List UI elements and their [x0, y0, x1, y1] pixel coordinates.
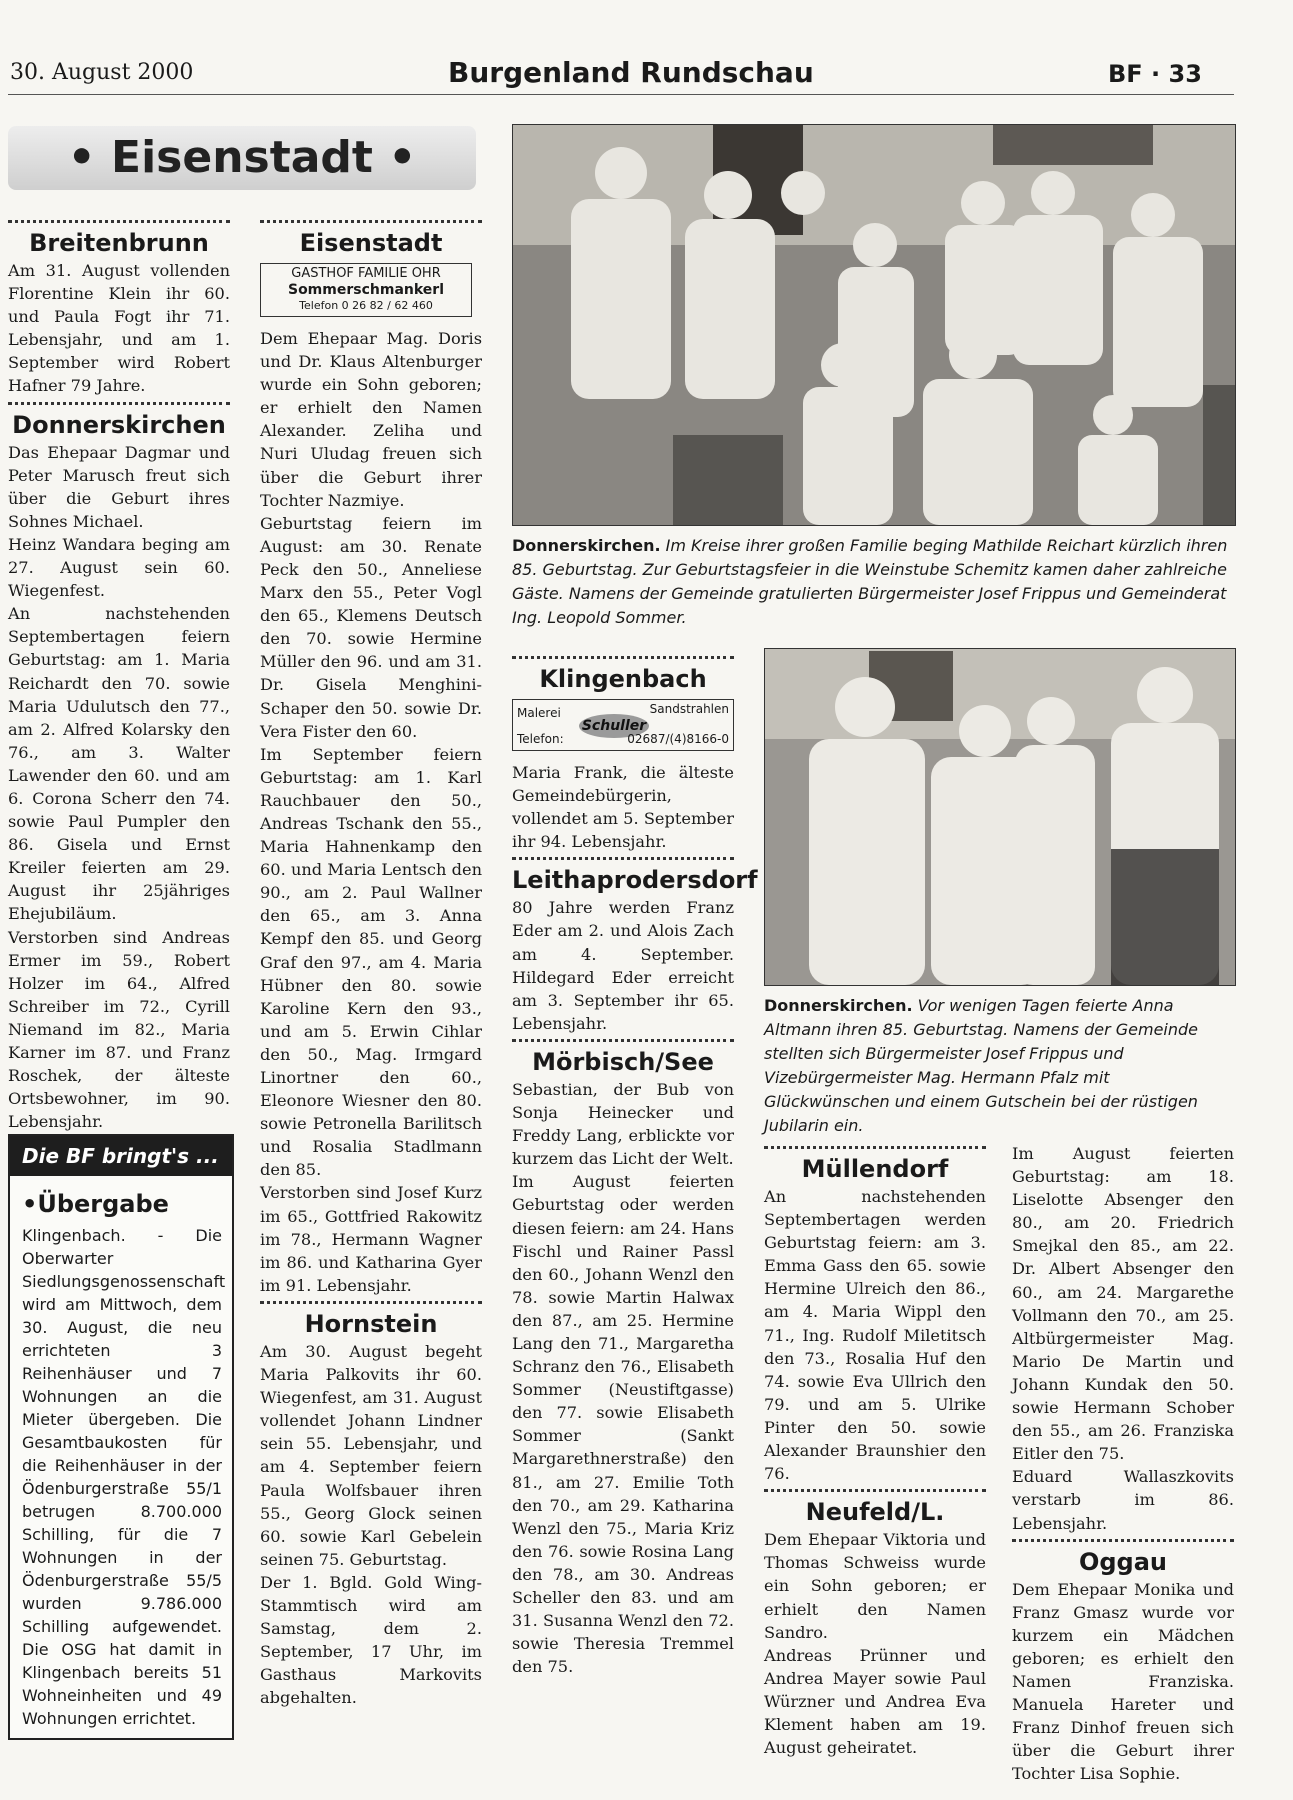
divider: [512, 1039, 734, 1042]
article-text: 80 Jahre werden Franz Eder am 2. und Alois Zach am 4. September. Hildegard Eder erreicht am 3. September ihr 65. Lebensjahr.: [512, 898, 734, 1033]
caption-text: Vor wenigen Tagen feierte Anna Altmann ihren 85. Geburtstag. Namens der Gemeinde stellten sich Bürgermeister Josef Frippus und Vizebürgermeister Mag. Hermann Pfalz mit Glückwünschen und einem Gutschein bei der rüstigen Jubilarin ein.: [764, 996, 1199, 1135]
heading-muellendorf: Müllendorf: [801, 1155, 949, 1183]
divider: [764, 1146, 986, 1149]
article-text: Im August feierten Geburtstag oder werden diesen feiern: am 24. Hans Fischl und Rainer Passl den 60., Johann Wenzl den 78. sowie Martin Halwax den 87., am 25. Hermine Lang den 71., Margaretha Schranz den 76., Elisabeth Sommer (Neustiftgasse) den 77. sowie Elisabeth Sommer (Sankt Margarethnerstraße) den 81., am 27. Emilie Toth den 70., am 29. Katharina Wenzl den 75., Maria Kriz den 76. sowie Rosina Lang den 78., am 30. Andreas Scheller den 83. und am 31. Susanna Wenzl den 72. sowie Theresia Tremmel den 75.: [512, 1172, 734, 1677]
article-text: Verstorben sind Andreas Ermer im 59., Robert Holzer im 64., Alfred Schreiber im 72., Cyrill Niemand im 82., Maria Karner im 87. und Franz Roschek, der älteste Ortsbewohner, im 90. Lebensjahr.: [8, 927, 230, 1132]
heading-eisenstadt: Eisenstadt: [299, 229, 443, 257]
schuller-ad: [512, 699, 734, 751]
article-text: Im August feierten Geburtstag: am 18. Liselotte Absenger den 80., am 20. Friedrich Smejkal den 85., am 22. Dr. Albert Absenger den 60., am 24. Margarethe Vollmann den 70., am 25. Altbürgermeister Mag. Mario De Martin und Johann Kundak den 50. sowie Hermann Schober den 55., am 26. Franziska Eitler den 75.: [1012, 1144, 1234, 1464]
caption-lead: Donnerskirchen.: [512, 536, 661, 555]
heading-donnerskirchen: Donnerskirchen: [12, 410, 226, 439]
article-text: Heinz Wandara beging am 27. August sein 60. Wiegenfest.: [8, 534, 230, 601]
photo-illustration: [513, 125, 1235, 525]
article-text: Am 30. August begeht Maria Palkovits ihr 60. Wiegenfest, am 31. August vollendet Johann Lindner sein 55. Lebensjahr, und am 4. September feiern Paula Wolfsbauer ihren 55., Georg Glock seinen 60. sowie Karl Gebelein seinen 75. Geburtstag.: [260, 1341, 482, 1569]
column-2: [260, 216, 482, 1709]
divider: [764, 1489, 986, 1492]
gasthof-ad: [260, 263, 472, 317]
article-text: An nachstehenden Septembertagen feiern Geburtstag: am 1. Maria Reichardt den 70. sowie Maria Udulutsch den 77., am 2. Alfred Kolarsky den 76., am 3. Walter Lawender den 60. und am 6. Corona Scherr den 74. sowie Paul Pumpler den 86. Gisela und Ernst Kreiler feierten am 29. August ihr 25jähriges Ehejubiläum.: [8, 604, 230, 924]
schuller-logo: Schuller: [579, 714, 649, 738]
ad-left-text: Malerei: [517, 706, 561, 720]
photo-2-caption: [764, 994, 1234, 1138]
heading-oggau: Oggau: [1078, 1547, 1168, 1576]
section-title: • Eisenstadt •: [8, 126, 476, 190]
ad-left-text: Telefon:: [517, 732, 564, 746]
family-photo: [512, 124, 1236, 526]
heading-klingenbach: Klingenbach: [539, 665, 707, 693]
header-rule: [8, 94, 1234, 95]
ad-phone: Telefon 0 26 82 / 62 460: [299, 299, 433, 312]
article-text: Maria Frank, die älteste Gemeindebürgerin, vollendet am 5. September ihr 94. Lebensjahr.: [512, 763, 734, 852]
bf-news-box: [8, 1134, 234, 1740]
caption-lead: Donnerskirchen.: [764, 996, 913, 1015]
divider: [512, 857, 734, 860]
ad-right-text: Sandstrahlen: [649, 702, 729, 716]
ad-phone: 02687/(4)8166-0: [627, 732, 729, 746]
article-text: Dem Ehepaar Monika und Franz Gmasz wurde vor kurzem ein Mädchen geboren; es erhielt den Namen Franziska. Manuela Hareter und Franz Dinhof freuen sich über die Geburt ihrer Tochter Lisa Sophie.: [1012, 1579, 1234, 1784]
column-3: [512, 652, 758, 1678]
article-text: Der 1. Bgld. Gold Wing-Stammtisch wird am Samstag, dem 2. September, 17 Uhr, im Gasthaus Markovits abgehalten.: [260, 1572, 482, 1708]
divider: [512, 656, 734, 659]
photo-illustration: [765, 649, 1235, 985]
article-text: An nachstehenden Septembertagen werden Geburtstag feiern: am 3. Emma Gass den 65. sowie Hermine Ulreich den 86., am 4. Maria Wippl den 71., Ing. Rudolf Miletitsch den 73., Rosalia Huf den 74. sowie Eva Ullrich den 79. und am 5. Ulrike Pinter den 50. sowie Alexander Braunshier den 76.: [764, 1187, 986, 1484]
divider: [8, 402, 230, 405]
photo-1-caption: [512, 534, 1234, 630]
heading-hornstein: Hornstein: [304, 1309, 438, 1338]
column-1: [8, 216, 230, 1133]
divider: [260, 220, 482, 223]
box-text: Klingenbach. - Die Oberwarter Siedlungsgenossenschaft wird am Mittwoch, dem 30. August, die neu errichteten 3 Reihenhäuser und 7 Wohnungen an die Mieter übergeben. Die Gesamtbaukosten für die Reihenhäuser in der Ödenburgerstraße 55/1 betrugen 8.700.000 Schilling, für die 7 Wohnungen in der Ödenburgerstraße 55/5 wurden 9.786.000 Schilling aufgewendet. Die OSG hat damit in Klingenbach bereits 51 Wohneinheiten und 49 Wohnungen errichtet.: [22, 1226, 226, 1728]
article-text: Dem Ehepaar Viktoria und Thomas Schweiss wurde ein Sohn geboren; er erhielt den Namen Sandro.: [764, 1530, 986, 1642]
divider: [1012, 1539, 1234, 1542]
box-header: Die BF bringt's ...: [10, 1136, 232, 1176]
page-number: BF · 33: [1108, 60, 1202, 88]
ad-line: GASTHOF FAMILIE OHR: [291, 266, 441, 281]
divider: [8, 220, 230, 223]
article-text: Im September feiern Geburtstag: am 1. Karl Rauchbauer den 50., Andreas Tschank den 55., Maria Hahnenkamp den 60. und Maria Lentsch den 90., am 2. Paul Wallner den 65., am 3. Anna Kempf den 85. und Georg Graf den 97., am 4. Maria Hübner den 80. sowie Karoline Kern den 93., und am 5. Erwin Cihlar den 50., Mag. Irmgard Linortner den 60., Eleonore Wiesner den 80. sowie Petronella Barilitsch und Rosalia Stadlmann den 85.: [260, 744, 482, 1180]
column-4: [764, 1142, 986, 1759]
box-heading: •Übergabe: [22, 1190, 169, 1218]
article-text: Eduard Wallaszkovits verstarb im 86. Lebensjahr.: [1012, 1467, 1234, 1533]
newspaper-title: Burgenland Rundschau: [448, 56, 814, 89]
article-text: Am 31. August vollenden Florentine Klein ihr 60. und Paula Fogt ihr 71. Lebensjahr, und am 1. September wird Robert Hafner 79 Jahre.: [8, 261, 230, 396]
article-text: Sebastian, der Bub von Sonja Heinecker und Freddy Lang, erblickte vor kurzem das Licht der Welt.: [512, 1079, 734, 1169]
column-5: [1012, 1142, 1234, 1785]
jubilee-photo: [764, 648, 1236, 986]
caption-text: Im Kreise ihrer großen Familie beging Mathilde Reichart kürzlich ihren 85. Geburtstag. Zur Geburtstagsfeier in die Weinstube Schemitz kamen daher zahlreiche Gäste. Namens der Gemeinde gratulierten Bürgermeister Josef Frippus und Gemeinderat Ing. Leopold Sommer.: [512, 536, 1228, 627]
divider: [260, 1301, 482, 1304]
heading-moerbisch: Mörbisch/See: [532, 1047, 714, 1076]
issue-date: 30. August 2000: [10, 60, 194, 85]
ad-line: Sommerschmankerl: [287, 282, 444, 298]
article-text: Geburtstag feiern im August: am 30. Renate Peck den 50., Anneliese Marx den 55., Peter Vogl den 65., Klemens Deutsch den 70. sowie Hermine Müller den 96. und am 31. Dr. Gisela Menghini-Schaper den 50. sowie Dr. Vera Fister den 60.: [260, 513, 482, 741]
article-text: Verstorben sind Josef Kurz im 65., Gottfried Rakowitz im 78., Hermann Wagner im 86. und Katharina Gyer im 91. Lebensjahr.: [260, 1183, 482, 1295]
article-text: Andreas Prünner und Andrea Mayer sowie Paul Würzner und Andrea Eva Klement haben am 19. August geheiratet.: [764, 1645, 986, 1758]
article-text: Das Ehepaar Dagmar und Peter Marusch freut sich über die Geburt ihres Sohnes Michael.: [8, 442, 230, 531]
article-text: Dem Ehepaar Mag. Doris und Dr. Klaus Altenburger wurde ein Sohn geboren; er erhielt den Namen Alexander. Zeliha und Nuri Uludag freuen sich über die Geburt ihrer Tochter Nazmiye.: [260, 329, 482, 510]
heading-leithaprodersdorf: Leithaprodersdorf: [512, 866, 758, 895]
heading-breitenbrunn: Breitenbrunn: [29, 229, 209, 257]
heading-neufeld: Neufeld/L.: [805, 1498, 945, 1527]
